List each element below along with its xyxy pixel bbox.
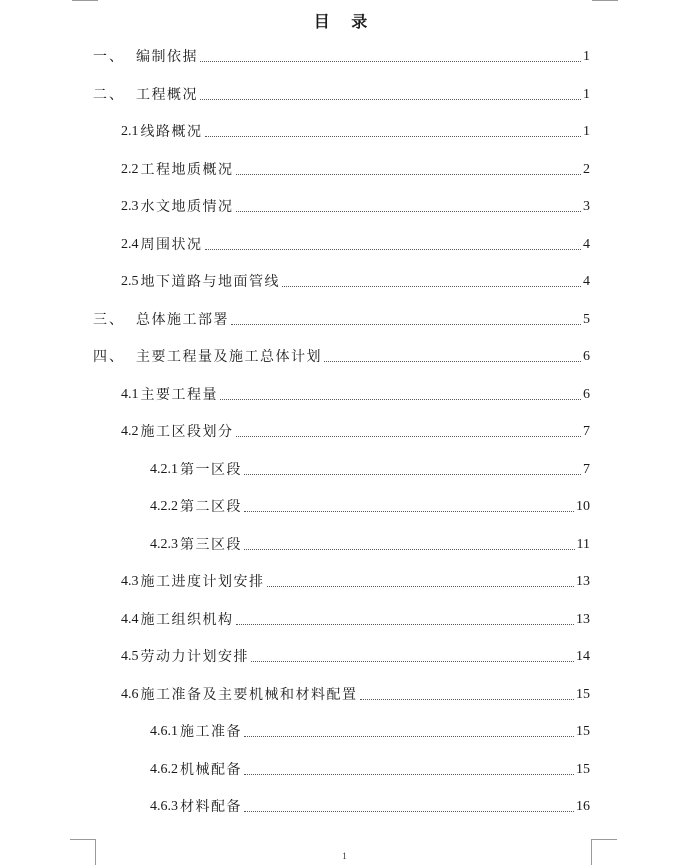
toc-entry[interactable]	[150, 797, 590, 817]
toc-dot-leader	[236, 624, 575, 625]
toc-entry-number: 4.2.1	[150, 462, 178, 477]
crop-mark-top-left-h	[72, 0, 98, 1]
toc-entry-number: 2.5	[121, 274, 139, 289]
toc-entry-page: 13	[576, 574, 590, 589]
toc-entry-title: 劳动力计划安排	[140, 649, 249, 665]
toc-title: 目 录	[313, 12, 376, 31]
toc-dot-leader	[236, 436, 582, 437]
toc-entry-number: 4.4	[121, 612, 139, 627]
toc-entry-number: 4.5	[121, 649, 139, 664]
toc-entry-number: 一、	[93, 49, 125, 65]
toc-dot-leader	[360, 699, 575, 700]
toc-entry[interactable]	[150, 460, 590, 480]
crop-mark-bottom-left-h	[70, 839, 96, 840]
toc-entry-number: 三、	[93, 312, 125, 328]
toc-entry-title: 第一区段	[180, 462, 242, 478]
toc-entry-page: 1	[583, 124, 590, 139]
toc-entry-page: 7	[583, 424, 590, 439]
toc-entry-title: 第二区段	[180, 499, 242, 515]
toc-entry-page: 11	[576, 537, 590, 552]
toc-entry-number: 4.6.1	[150, 724, 178, 739]
toc-dot-leader	[267, 586, 575, 587]
toc-entry-title: 材料配备	[180, 799, 242, 815]
toc-entry-page: 5	[583, 312, 590, 327]
toc-entry-title: 施工组织机构	[140, 612, 234, 628]
toc-entry-page: 4	[583, 237, 590, 252]
toc-dot-leader	[205, 136, 582, 137]
toc-entry[interactable]	[93, 85, 590, 105]
toc-entry[interactable]	[121, 197, 590, 217]
toc-entry[interactable]	[121, 235, 590, 255]
toc-entry-page: 1	[583, 49, 590, 64]
toc-dot-leader	[231, 324, 581, 325]
toc-dot-leader	[220, 399, 581, 400]
toc-entry[interactable]	[93, 347, 590, 367]
toc-entry-page: 15	[576, 724, 590, 739]
toc-dot-leader	[324, 361, 581, 362]
toc-entry-title: 施工进度计划安排	[140, 574, 265, 590]
toc-entry-title: 周围状况	[140, 237, 203, 253]
toc-entry[interactable]	[150, 722, 590, 742]
toc-entry-number: 4.2	[121, 424, 139, 439]
toc-dot-leader	[282, 286, 581, 287]
toc-entry-page: 14	[576, 649, 590, 664]
toc-entry-number: 4.2.2	[150, 499, 178, 514]
toc-entry[interactable]	[121, 385, 590, 405]
toc-entry[interactable]	[121, 422, 590, 442]
toc-entry[interactable]	[93, 310, 590, 330]
crop-mark-bottom-right-h	[591, 839, 617, 840]
toc-entry-page: 13	[576, 612, 590, 627]
toc-dot-leader	[200, 99, 581, 100]
toc-entry-title: 第三区段	[180, 537, 242, 553]
toc-entry-page: 7	[583, 462, 590, 477]
toc-dot-leader	[244, 474, 581, 475]
toc-entry-title: 施工准备及主要机械和材料配置	[140, 687, 358, 703]
toc-entry-number: 4.1	[121, 387, 139, 402]
toc-dot-leader	[244, 811, 574, 812]
toc-entry-title: 主要工程量及施工总体计划	[136, 349, 322, 365]
toc-dot-leader	[200, 61, 581, 62]
toc-entry-page: 16	[576, 799, 590, 814]
toc-entry-title: 施工区段划分	[140, 424, 234, 440]
toc-entry-number: 4.6.2	[150, 762, 178, 777]
toc-entry[interactable]	[121, 647, 590, 667]
toc-entry[interactable]	[121, 160, 590, 180]
toc-entry-page: 15	[576, 687, 590, 702]
footer-page-number: 1	[342, 851, 347, 861]
crop-mark-top-right-h	[592, 0, 618, 1]
toc-entry-title: 施工准备	[180, 724, 242, 740]
toc-entry[interactable]	[121, 122, 590, 142]
toc-entry-number: 2.4	[121, 237, 139, 252]
toc-entry[interactable]	[150, 760, 590, 780]
toc-entry-title: 地下道路与地面管线	[140, 274, 280, 290]
toc-entry-number: 2.3	[121, 199, 139, 214]
toc-entry-title: 水文地质情况	[140, 199, 234, 215]
toc-entry-number: 4.6.3	[150, 799, 178, 814]
crop-mark-top-left-v	[97, 0, 98, 1]
toc-entry-number: 四、	[93, 349, 125, 365]
toc-entry-number: 二、	[93, 87, 125, 103]
toc-dot-leader	[244, 774, 574, 775]
toc-dot-leader	[236, 174, 582, 175]
toc-entry-page: 1	[583, 87, 590, 102]
toc-entry-number: 2.1	[121, 124, 139, 139]
toc-dot-leader	[244, 549, 575, 550]
toc-entry-page: 2	[583, 162, 590, 177]
toc-entry-page: 6	[583, 349, 590, 364]
toc-dot-leader	[236, 211, 582, 212]
toc-entry-page: 15	[576, 762, 590, 777]
toc-entry-title: 编制依据	[136, 49, 198, 65]
toc-entry[interactable]	[150, 535, 590, 555]
toc-entry-number: 2.2	[121, 162, 139, 177]
toc-dot-leader	[244, 736, 574, 737]
toc-entry-title: 机械配备	[180, 762, 242, 778]
toc-entry[interactable]	[150, 497, 590, 517]
toc-entry-number: 4.3	[121, 574, 139, 589]
toc-entry[interactable]	[121, 272, 590, 292]
toc-entry-title: 总体施工部署	[136, 312, 229, 328]
toc-entry-page: 6	[583, 387, 590, 402]
toc-dot-leader	[205, 249, 582, 250]
toc-entry[interactable]	[93, 47, 590, 67]
toc-entry-title: 工程概况	[136, 87, 198, 103]
toc-entry-number: 4.6	[121, 687, 139, 702]
toc-entry-title: 工程地质概况	[140, 162, 234, 178]
toc-entry-title: 线路概况	[140, 124, 203, 140]
toc-dot-leader	[244, 511, 574, 512]
toc-entry-page: 10	[576, 499, 590, 514]
toc-entry-page: 3	[583, 199, 590, 214]
toc-entry[interactable]	[121, 572, 590, 592]
toc-entry-number: 4.2.3	[150, 537, 178, 552]
toc-entry[interactable]	[121, 610, 590, 630]
toc-entry[interactable]	[121, 685, 590, 705]
toc-entry-title: 主要工程量	[140, 387, 218, 403]
toc-entry-page: 4	[583, 274, 590, 289]
toc-dot-leader	[251, 661, 574, 662]
